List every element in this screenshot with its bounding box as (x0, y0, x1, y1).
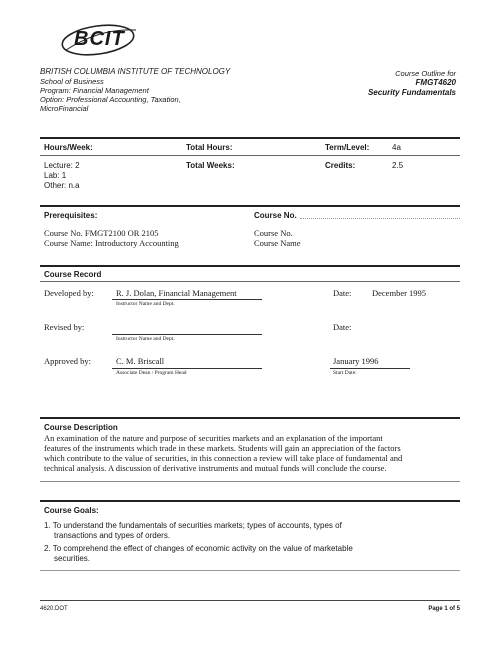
divider (40, 205, 460, 207)
approved-by-label: Approved by: (44, 356, 91, 366)
term-level-value: 4a (392, 143, 401, 152)
footer-page: Page 1 of 5 (428, 606, 460, 612)
goal-item-1: 1. To understand the fundamentals of securities markets; types of accounts, types of (44, 521, 342, 530)
divider (40, 481, 460, 482)
description-line-1: An examination of the nature and purpose of securities markets and an explanation of the important (44, 433, 383, 443)
revised-date-label: Date: (333, 322, 352, 332)
developed-by-caption: Instructor Name and Dept. (116, 301, 175, 307)
term-level-label: Term/Level: (325, 143, 370, 152)
course-code: FMGT4620 (415, 78, 456, 87)
divider (40, 137, 460, 139)
credits-value: 2.5 (392, 161, 404, 170)
footer-divider (40, 600, 460, 601)
signature-line (112, 368, 262, 369)
signature-line (330, 368, 410, 369)
start-date-caption: Start Date: (333, 370, 357, 376)
goal-item-2: 2. To comprehend the effect of changes of economic activity on the value of marketable (44, 544, 353, 553)
developed-date-value: December 1995 (372, 288, 427, 298)
blank-line (300, 218, 460, 219)
goals-label: Course Goals: (44, 506, 99, 515)
developed-date-label: Date: (333, 288, 352, 298)
divider (40, 281, 460, 282)
course-title: Security Fundamentals (367, 88, 456, 97)
signature-line (112, 334, 262, 335)
footer-doc-id: 4620.DOT (40, 606, 68, 612)
hours-week-label: Hours/Week: (44, 143, 93, 152)
total-weeks-label: Total Weeks: (186, 161, 235, 170)
goal-item-1-cont: transactions and types of orders. (54, 531, 171, 540)
developed-by-label: Developed by: (44, 288, 94, 298)
revised-by-caption: Instructor Name and Dept. (116, 336, 175, 342)
divider (40, 417, 460, 419)
bcit-logo (60, 20, 140, 60)
lecture-hours: Lecture: 2 (44, 161, 80, 170)
description-line-4: technical analysis. A discussion of derivative instruments and mutual funds will conclude the course. (44, 463, 387, 473)
revised-by-label: Revised by: (44, 322, 85, 332)
prereq-course-name-2: Course Name (254, 238, 301, 248)
prereq-course-no-head: Course No. (254, 211, 297, 220)
approved-by-caption: Associate Dean / Program Head (116, 370, 187, 376)
description-line-3: which contribute to the value of securities, in this connection a review will take place of fundamental and (44, 453, 403, 463)
prereq-course-name: Course Name: Introductory Accounting (44, 238, 179, 248)
prereq-course-no: Course No. FMGT2100 OR 2105 (44, 228, 159, 238)
lab-hours: Lab: 1 (44, 171, 67, 180)
prereq-course-no-2: Course No. (254, 228, 293, 238)
prereq-label: Prerequisites: (44, 211, 98, 220)
other-hours: Other: n.a (44, 181, 80, 190)
credits-label: Credits: (325, 161, 356, 170)
goal-item-2-cont: securities. (54, 554, 91, 563)
header-option: Option: Professional Accounting, Taxation, (40, 95, 181, 104)
description-label: Course Description (44, 423, 118, 432)
divider (40, 155, 460, 156)
approved-date-value: January 1996 (333, 356, 379, 366)
record-label: Course Record (44, 270, 102, 279)
logo-text: BCIT (74, 28, 125, 50)
header-option-cont: MicroFinancial (40, 104, 89, 113)
header-school: School of Business (40, 77, 104, 86)
outline-label: Course Outline for (395, 69, 456, 78)
header-program: Program: Financial Management (40, 86, 149, 95)
divider (40, 500, 460, 502)
divider (40, 570, 460, 571)
developed-by-value: R. J. Dolan, Financial Management (116, 288, 237, 298)
approved-by-value: C. M. Briscall (116, 356, 165, 366)
header-institute: BRITISH COLUMBIA INSTITUTE OF TECHNOLOGY (40, 67, 231, 76)
description-line-2: features of the instruments which trade in these markets. Students will gain an appreciation of the factors (44, 443, 401, 453)
signature-line (112, 299, 262, 300)
total-hours-label: Total Hours: (186, 143, 233, 152)
divider (40, 265, 460, 267)
